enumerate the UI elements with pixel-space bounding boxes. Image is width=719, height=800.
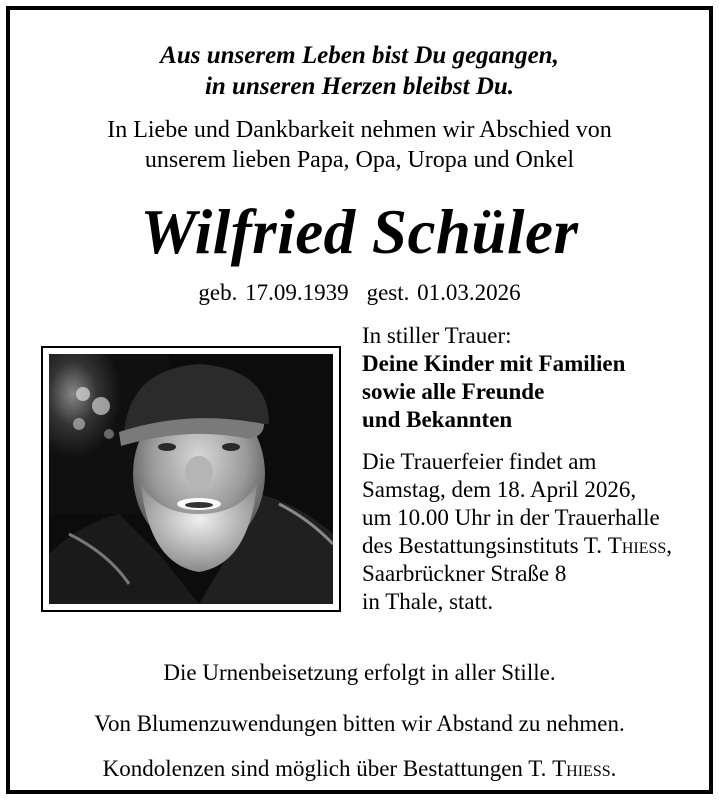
death-date: gest. 01.03.2026: [366, 280, 521, 305]
undertaker-name: Thieß: [607, 533, 667, 558]
service-line-4: des Bestattungsinstituts T. Thieß,: [362, 533, 673, 558]
service-line-2: Samstag, dem 18. April 2026,: [362, 477, 637, 502]
service-line-1: Die Trauerfeier findet am: [362, 449, 597, 474]
portrait-photo: [49, 354, 333, 604]
portrait-illustration: [49, 354, 333, 604]
intro-text: [10, 115, 709, 175]
intro-line-1: In Liebe und Dankbarkeit nehmen wir Abschied von: [107, 117, 612, 143]
deceased-name: Wilfried Schüler: [140, 197, 579, 267]
urn-notice: Die Urnenbeisetzung erfolgt in aller Stille.: [163, 660, 556, 685]
motto-line-1: Aus unserem Leben bist Du gegangen,: [160, 42, 559, 69]
motto-line-2: in unseren Herzen bleibst Du.: [204, 73, 515, 100]
service-line-5: Saarbrückner Straße 8: [362, 561, 567, 586]
mourners-line-2: sowie alle Freunde: [362, 379, 545, 404]
flowers-notice: Von Blumenzuwendungen bitten wir Abstand zu nehmen.: [94, 711, 625, 736]
mourners-line-3: und Bekannten: [362, 407, 513, 432]
intro-line-2: unserem lieben Papa, Opa, Uropa und Onkel: [144, 147, 575, 173]
life-dates: [10, 280, 709, 306]
motto: [10, 40, 709, 102]
birth-date: geb. 17.09.1939: [198, 280, 349, 305]
service-details: [362, 448, 702, 616]
mourners-heading: In stiller Trauer:: [362, 323, 512, 348]
service-line-3: um 10.00 Uhr in der Trauerhalle: [362, 505, 660, 530]
condolence-undertaker: Thieß: [552, 756, 611, 781]
condolence-notice: Kondolenzen sind möglich über Bestattungen T. Thieß.: [102, 756, 617, 781]
details-column: [362, 322, 702, 616]
service-line-6: in Thale, statt.: [362, 589, 494, 614]
obituary-frame: [6, 6, 713, 794]
portrait-frame: [41, 346, 341, 612]
mourners-line-1: Deine Kinder mit Familien: [362, 351, 626, 376]
